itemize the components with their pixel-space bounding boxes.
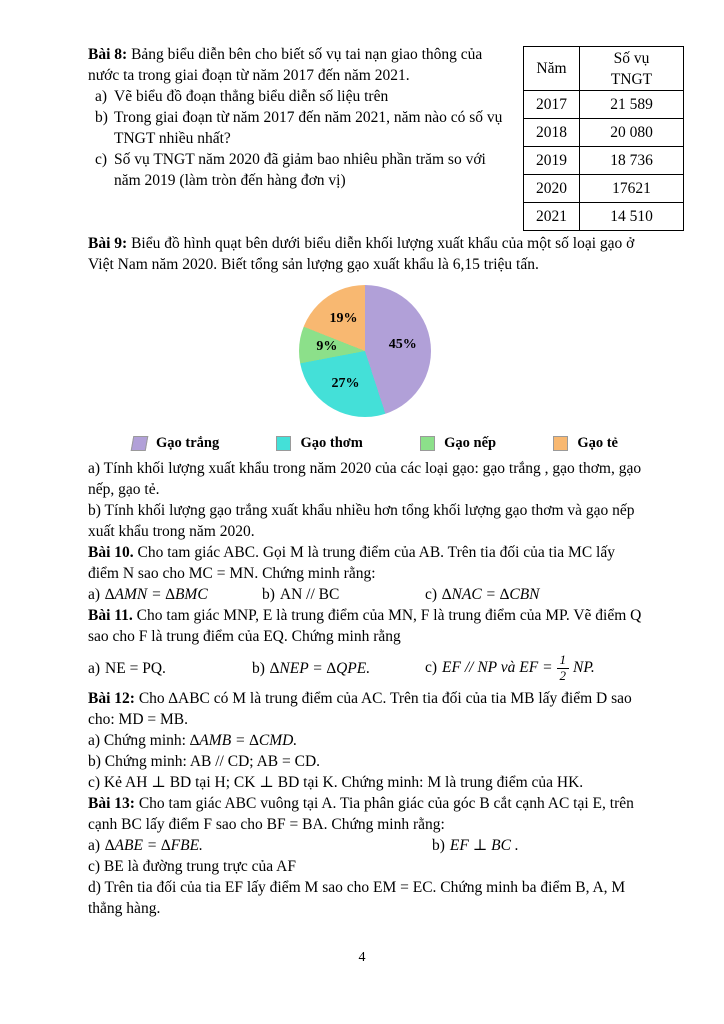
bai8-intro [88,44,511,86]
pie-slice-label: 19% [329,311,358,327]
legend-label: Gạo tẻ [577,435,618,451]
cell-value: 14 510 [580,203,684,231]
bai13-parts [88,835,642,856]
bai13-intro [88,793,642,835]
fraction [557,653,570,684]
table-row [524,203,684,231]
part-marker: b) [252,659,265,677]
cell-year: 2018 [524,119,580,147]
bai11-part-a [88,658,252,679]
legend-swatch-gao-nep [420,436,435,451]
bai13-line-d: d) Trên tia đối của tia EF lấy điểm M sao cho EM = EC. Chứng minh ba điểm B, A, M thẳng hàng. [88,879,626,917]
cell-year: 2019 [524,147,580,175]
bai8-text-block [88,44,523,191]
math-expression: ∆NEP = ∆QPE. [269,659,371,677]
bai9-label: Bài 9: [88,235,128,252]
item-text: Trong giai đoạn từ năm 2017 đến năm 2021, năm nào có số vụ TNGT nhiều nhất? [114,109,503,147]
part-marker: a) [88,837,101,854]
bai8-item-c [88,149,511,191]
math-expression: NE = PQ. [105,659,166,677]
item-marker: a) [95,88,108,105]
bai8-label: Bài 8: [88,46,128,63]
math-expression: EF ⊥ BC . [449,837,519,854]
legend-item-gao-te [553,433,618,454]
bai8-item-a [88,86,511,107]
pie-chart-area [299,285,431,417]
pie-slice-label: 9% [316,339,338,355]
table-row [524,91,684,119]
legend-item-gao-trang [132,433,219,454]
legend-swatch-gao-thom [276,436,291,451]
bai11-part-b [252,658,425,679]
bai10-part-a [88,584,262,605]
bai12-line-c: c) Kẻ AH ⊥ BD tại H; CK ⊥ BD tại K. Chứng minh: M là trung điểm của HK. [88,774,584,791]
cell-value: 18 736 [580,147,684,175]
bai8-intro-text: Bảng biểu diễn bên cho biết số vụ tai nạn giao thông của nước ta trong giai đoạn từ năm 2017 đến năm 2021. [88,46,483,84]
bai11-parts [88,650,642,686]
tngt-table [523,46,684,231]
bai10-intro [88,542,642,584]
bai13-line-c: c) BE là đường trung trực của AF [88,858,296,875]
item-marker: c) [95,151,108,168]
bai9-item-b: b) Tính khối lượng gạo trắng xuất khẩu nhiều hơn tổng khối lượng gạo thơm và gạo nếp xuất khẩu trong năm 2020. [88,502,635,540]
bai9-intro [88,233,642,275]
bai10-parts [88,584,642,605]
bai12-label: Bài 12: [88,690,135,707]
pie-chart [299,285,431,417]
cell-year: 2020 [524,175,580,203]
bai12-intro-text: Cho ∆ABC có M là trung điểm của AC. Trên tia đối của tia MB lấy điểm D sao cho: MD = MB. [88,690,632,728]
bai11-label: Bài 11. [88,607,133,624]
math-expression: ∆ABE = ∆FBE. [105,837,203,854]
legend-swatch-gao-te [553,436,568,451]
table-row [524,119,684,147]
bai10-part-c [425,584,540,605]
math-expression: EF // NP và EF = [442,658,553,676]
legend-label: Gạo trắng [156,435,220,451]
table-row [524,147,684,175]
part-marker: b) [262,586,275,603]
part-marker: a) [88,586,101,603]
bai10-intro-text: Cho tam giác ABC. Gọi M là trung điểm của AB. Trên tia đối của tia MC lấy điểm N sao cho MC = MN. Chứng minh rằng: [88,544,615,582]
bai10-part-b [262,584,425,605]
table-header-value-line2: TNGT [610,70,653,88]
math-expression: ∆AMN = ∆BMC [105,586,208,603]
cell-year: 2017 [524,91,580,119]
bai13-part-b [432,835,519,856]
part-marker: a) [88,659,101,677]
cell-year: 2021 [524,203,580,231]
legend-swatch-gao-trang [131,436,149,451]
bai9-intro-text: Biểu đồ hình quạt bên dưới biểu diễn khối lượng xuất khẩu của một số loại gạo ở Việt Nam năm 2020. Biết tổng sản lượng gạo xuất khẩu là 6,15 triệu tấn. [88,235,635,273]
bai11-intro-text: Cho tam giác MNP, E là trung điểm của MN, F là trung điểm của MP. Vẽ điểm Q sao cho F là trung điểm của EQ. Chứng minh rằng [88,607,642,645]
cell-value: 21 589 [580,91,684,119]
math-expression: NP. [573,658,595,676]
part-marker: b) [432,837,445,854]
math-expression: ∆AMB = ∆CMD. [189,732,298,749]
bai13-intro-text: Cho tam giác ABC vuông tại A. Tia phân giác của góc B cắt cạnh AC tại E, trên cạnh BC lấy điểm F sao cho BF = BA. Chứng minh rằng: [88,795,634,833]
legend-item-gao-nep [420,433,496,454]
pie-slice-label: 45% [388,337,417,352]
bai11-intro [88,605,642,647]
tngt-table-header [524,47,684,91]
item-text: Số vụ TNGT năm 2020 đã giảm bao nhiêu phần trăm so với năm 2019 (làm tròn đến hàng đơn vị) [114,151,486,189]
table-row [524,175,684,203]
item-marker: b) [95,109,108,126]
bai13-part-a [88,835,432,856]
fraction-denominator: 2 [559,667,567,683]
legend-label: Gạo thơm [300,435,363,451]
table-header-value [580,47,684,91]
fraction-numerator: 1 [557,653,570,669]
item-text: Vẽ biểu đồ đoạn thẳng biểu diễn số liệu trên [114,88,389,105]
table-header-value-line1: Số vụ [613,49,650,67]
line-prefix: a) Chứng minh: [88,732,190,749]
math-expression: ∆NAC = ∆CBN [442,586,540,603]
bai10-label: Bài 10. [88,544,134,561]
bai9-item-a: a) Tính khối lượng xuất khẩu trong năm 2020 của các loại gạo: gạo trắng , gạo thơm, gạo nếp, gạo tẻ. [88,460,642,498]
table-header-year: Năm [524,47,580,91]
bai12-line-b: b) Chứng minh: AB // CD; AB = CD. [88,753,321,770]
bai12-line-a [88,730,642,751]
bai8-item-b [88,107,511,149]
math-expression: AN // BC [279,586,340,603]
legend-item-gao-thom [276,433,362,454]
bai8-section [88,44,684,231]
bai13-label: Bài 13: [88,795,135,812]
bai12-intro [88,688,642,730]
pie-legend [132,433,618,454]
page-number: 4 [358,950,366,965]
cell-value: 20 080 [580,119,684,147]
pie-slice-label: 27% [331,375,360,391]
legend-label: Gạo nếp [444,435,497,451]
cell-value: 17621 [580,175,684,203]
part-marker: c) [425,658,438,676]
part-marker: c) [425,586,438,603]
bai11-part-c [425,653,595,684]
